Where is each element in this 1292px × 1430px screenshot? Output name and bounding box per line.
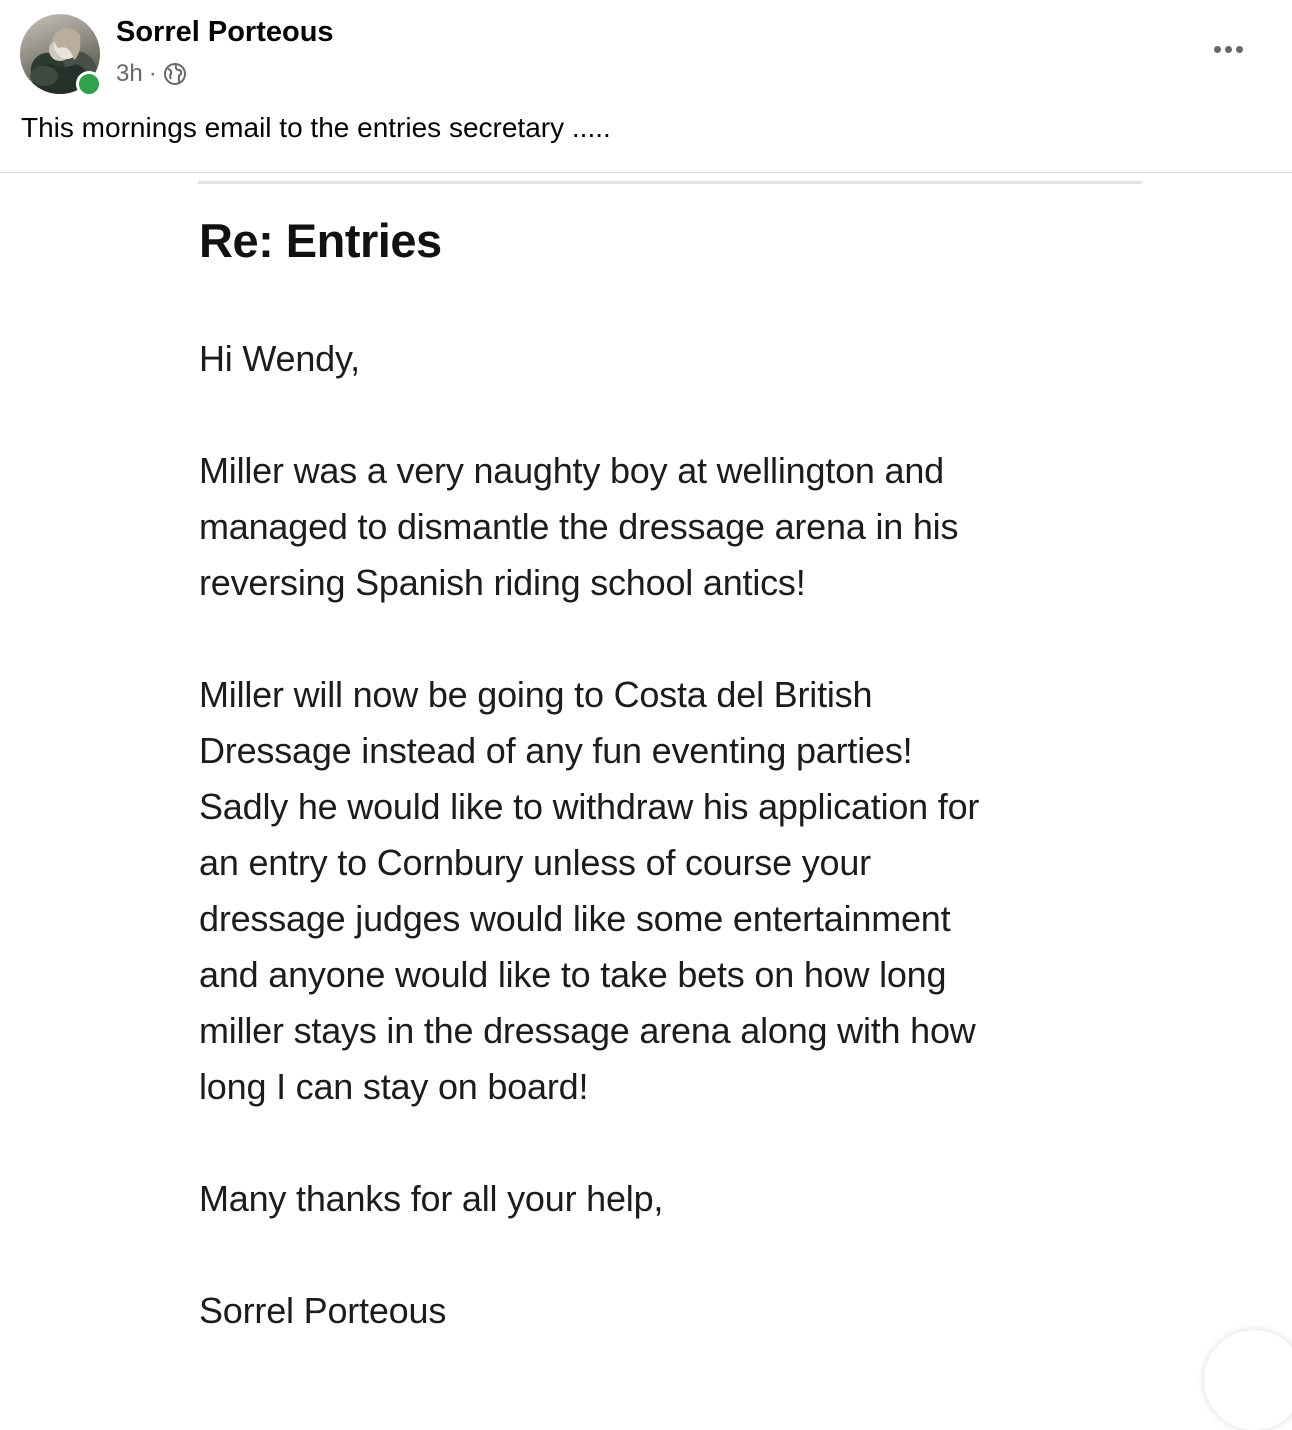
more-options-button[interactable] bbox=[1206, 34, 1250, 64]
email-paragraph-1 bbox=[199, 443, 1159, 611]
globe-icon[interactable] bbox=[163, 62, 187, 86]
floating-action-button[interactable] bbox=[1204, 1330, 1292, 1430]
meta-separator: · bbox=[148, 60, 157, 87]
email-line: Hi Wendy, bbox=[199, 338, 360, 379]
email-divider bbox=[198, 181, 1142, 184]
email-line: dressage judges would like some entertainment bbox=[199, 898, 951, 939]
email-screenshot-image[interactable] bbox=[0, 173, 1292, 1344]
author-name[interactable]: Sorrel Porteous bbox=[116, 16, 334, 48]
post-timestamp[interactable]: 3h bbox=[116, 60, 143, 87]
email-line: reversing Spanish riding school antics! bbox=[199, 562, 806, 603]
post-meta bbox=[116, 58, 187, 90]
email-line: Many thanks for all your help, bbox=[199, 1178, 664, 1219]
more-dot-icon bbox=[1236, 46, 1243, 53]
email-signature bbox=[199, 1283, 1159, 1339]
post-header bbox=[0, 0, 1292, 110]
email-closing bbox=[199, 1171, 1159, 1227]
email-paragraph-2 bbox=[199, 667, 1159, 1115]
email-line: Sadly he would like to withdraw his application for bbox=[199, 786, 980, 827]
email-line: long I can stay on board! bbox=[199, 1066, 589, 1107]
email-subject: Re: Entries bbox=[199, 214, 442, 267]
email-line: and anyone would like to take bets on how long bbox=[199, 954, 947, 995]
email-line: Sorrel Porteous bbox=[199, 1290, 447, 1331]
more-dot-icon bbox=[1225, 46, 1232, 53]
email-line: managed to dismantle the dressage arena in his bbox=[199, 506, 959, 547]
email-line: an entry to Cornbury unless of course your bbox=[199, 842, 871, 883]
online-status-badge bbox=[76, 71, 102, 97]
post-text: This mornings email to the entries secretary ..... bbox=[21, 112, 611, 143]
email-line: Miller will now be going to Costa del British bbox=[199, 674, 873, 715]
email-line: Miller was a very naughty boy at wellington and bbox=[199, 450, 945, 491]
email-line: miller stays in the dressage arena along with how bbox=[199, 1010, 976, 1051]
email-line: Dressage instead of any fun eventing parties! bbox=[199, 730, 913, 771]
email-greeting bbox=[199, 331, 1159, 387]
more-dot-icon bbox=[1214, 46, 1221, 53]
